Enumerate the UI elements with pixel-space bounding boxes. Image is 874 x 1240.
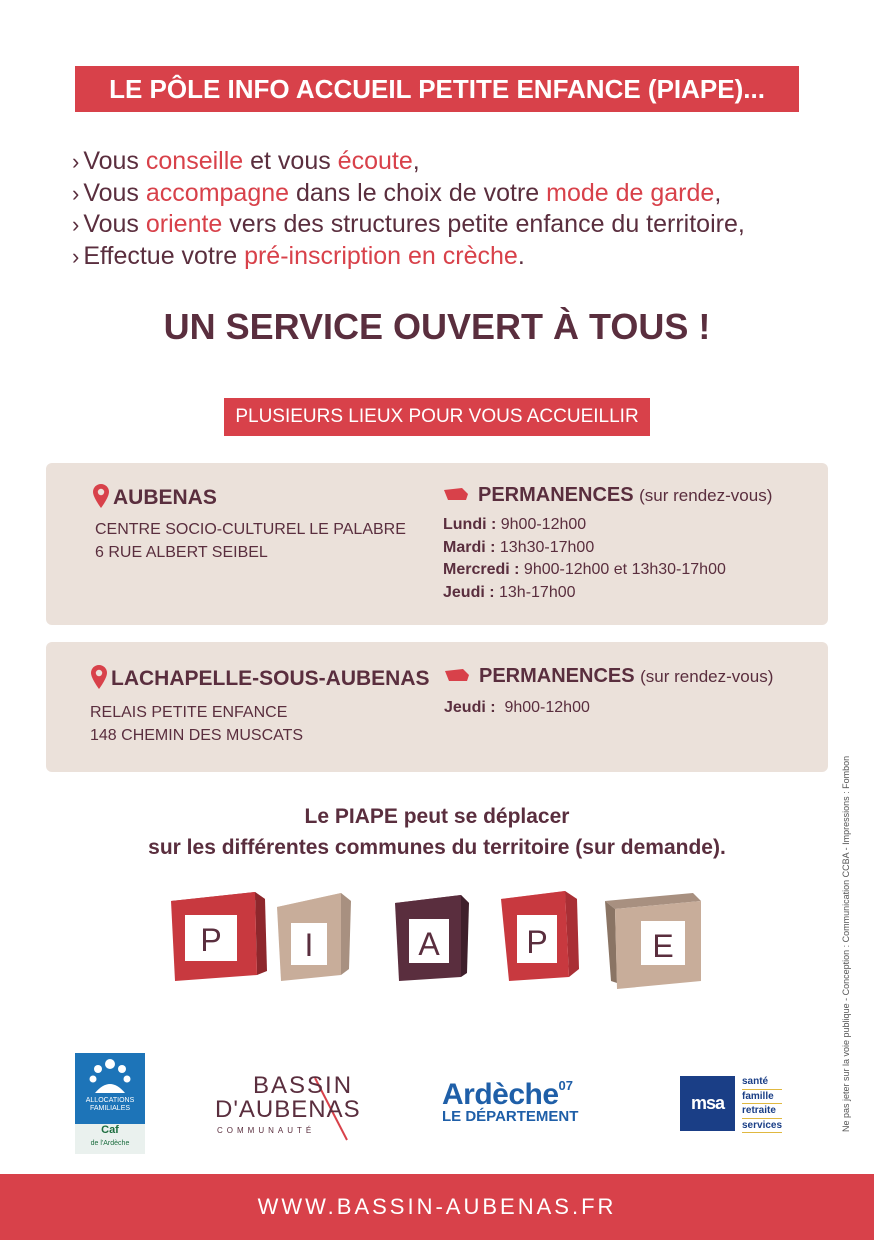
map-pin-icon [93, 484, 109, 508]
permanences-label: PERMANENCES [478, 484, 634, 506]
caf-label: Caf [101, 1124, 119, 1136]
msa-mark: msa [680, 1076, 735, 1131]
address-line: 148 CHEMIN DES MUSCATS [90, 727, 304, 744]
caf-logo [75, 1053, 145, 1154]
family-icon [85, 1057, 135, 1097]
location-address [90, 701, 303, 747]
opening-hours [444, 697, 590, 720]
travel-notice-line: sur les différentes communes du territoire (sur demande). [148, 836, 726, 859]
travel-notice [0, 801, 874, 863]
ardeche-name: Ardèche [442, 1078, 559, 1111]
msa-word: santé [742, 1075, 782, 1090]
bassin-aubenas-logo [205, 1072, 370, 1142]
places-banner-text: PLUSIEURS LIEUX POUR VOUS ACCUEILLIR [235, 406, 639, 427]
address-line: 6 RUE ALBERT SEIBEL [95, 544, 268, 561]
location-card-lachapelle [46, 642, 828, 772]
permanences-label: PERMANENCES [479, 665, 635, 687]
service-title: UN SERVICE OUVERT À TOUS ! [163, 306, 711, 347]
bullet-text: Vous [83, 178, 146, 207]
hours-time: 9h00-12h00 [495, 699, 590, 716]
bullet-text: vers des structures petite enfance du territoire, [222, 210, 745, 238]
ardeche-sup: 07 [558, 1078, 574, 1093]
bassin-line: COMMUNAUTÉ [217, 1126, 316, 1135]
caf-sub: de l'Ardèche [90, 1140, 130, 1147]
cube-letter: A [418, 926, 440, 962]
bullet-highlight: accompagne [145, 178, 290, 207]
location-title [93, 484, 217, 510]
ticket-icon [443, 669, 469, 681]
bullet-text: Effectue votre [83, 241, 245, 270]
location-title [91, 665, 430, 691]
bullet-text: , [714, 178, 722, 207]
hours-row [443, 514, 726, 537]
chevron-right-icon: › [72, 212, 80, 237]
cube-i [277, 893, 351, 981]
hours-row [443, 537, 726, 560]
address-line: CENTRE SOCIO-CULTUREL LE PALABRE [95, 521, 406, 538]
msa-words [742, 1075, 782, 1133]
msa-word: retraite [742, 1104, 782, 1119]
bullet-text: et vous [243, 147, 338, 175]
ardeche-department: LE DÉPARTEMENT [442, 1108, 579, 1125]
bullet-text: Vous [83, 210, 146, 238]
msa-logo [680, 1076, 805, 1132]
hours-day: Jeudi : [443, 583, 495, 601]
cube-p2 [501, 891, 579, 981]
bullet-text: . [517, 241, 525, 270]
location-name: AUBENAS [113, 486, 217, 509]
chevron-right-icon: › [72, 243, 80, 269]
location-name: LACHAPELLE-SOUS-AUBENAS [111, 667, 430, 690]
caf-line: FAMILIALES [89, 1105, 131, 1112]
caf-line: ALLOCATIONS [85, 1097, 135, 1104]
hours-time: 9h00-12h00 et 13h30-17h00 [519, 561, 726, 578]
location-address [95, 518, 406, 564]
legal-note: Ne pas jeter sur la voie publique - Conception : Communication CCBA - Impressions : Fombon [841, 755, 851, 1132]
bassin-line: D'AUBENAS [215, 1096, 361, 1123]
bullet-highlight: oriente [145, 210, 223, 238]
cube-e [605, 893, 701, 989]
bullet-highlight: écoute [337, 147, 413, 175]
hours-day: Mardi : [443, 538, 496, 556]
hours-row [444, 697, 590, 720]
bullet-text: , [412, 147, 420, 175]
bullet-highlight: pré-inscription en crèche [244, 241, 518, 270]
msa-word: services [742, 1119, 782, 1134]
website-link[interactable]: WWW.BASSIN-AUBENAS.FR [257, 1194, 617, 1219]
services-list [72, 146, 812, 272]
places-banner [224, 398, 650, 436]
hours-day: Lundi : [443, 516, 497, 533]
cube-p1 [171, 892, 267, 981]
list-item [72, 209, 812, 241]
travel-notice-line: Le PIAPE peut se déplacer [304, 805, 570, 828]
bullet-text: Vous [83, 147, 146, 175]
hours-row [443, 582, 726, 605]
bassin-line: BASSIN [253, 1072, 354, 1099]
list-item [72, 241, 812, 273]
piape-cubes [165, 885, 710, 995]
hours-time: 9h00-12h00 [496, 516, 587, 533]
opening-hours [443, 514, 726, 604]
chevron-right-icon: › [72, 149, 80, 174]
permanences-note: (sur rendez-vous) [640, 667, 774, 686]
map-pin-icon [91, 665, 107, 689]
permanences-heading [443, 665, 773, 688]
partner-logos [0, 1050, 874, 1160]
permanences-note: (sur rendez-vous) [639, 486, 773, 505]
hours-time: 13h30-17h00 [495, 538, 595, 556]
cube-letter: E [652, 928, 674, 964]
list-item [72, 178, 812, 210]
cube-letter: P [526, 924, 548, 960]
chevron-right-icon: › [72, 180, 80, 206]
ardeche-logo [442, 1078, 578, 1125]
cube-letter: P [200, 922, 222, 958]
list-item [72, 146, 812, 178]
header-banner [75, 66, 799, 112]
hours-day: Jeudi : [444, 699, 496, 716]
msa-word: famille [742, 1090, 782, 1105]
ticket-icon [442, 488, 468, 500]
address-line: RELAIS PETITE ENFANCE [90, 704, 288, 721]
hours-time: 13h-17h00 [494, 583, 576, 601]
bullet-text: dans le choix de votre [289, 178, 547, 207]
hours-row [443, 559, 726, 582]
caf-footer [75, 1124, 145, 1154]
hours-day: Mercredi : [443, 561, 520, 578]
cube-letter: I [304, 927, 314, 963]
bullet-highlight: mode de garde [546, 178, 715, 207]
caf-name [75, 1097, 145, 1113]
bullet-highlight: conseille [145, 147, 244, 175]
cube-a [395, 895, 469, 981]
permanences-heading [442, 484, 772, 507]
header-title: LE PÔLE INFO ACCUEIL PETITE ENFANCE (PIAPE)... [109, 74, 765, 104]
footer-bar [0, 1174, 874, 1240]
location-card-aubenas [46, 463, 828, 625]
